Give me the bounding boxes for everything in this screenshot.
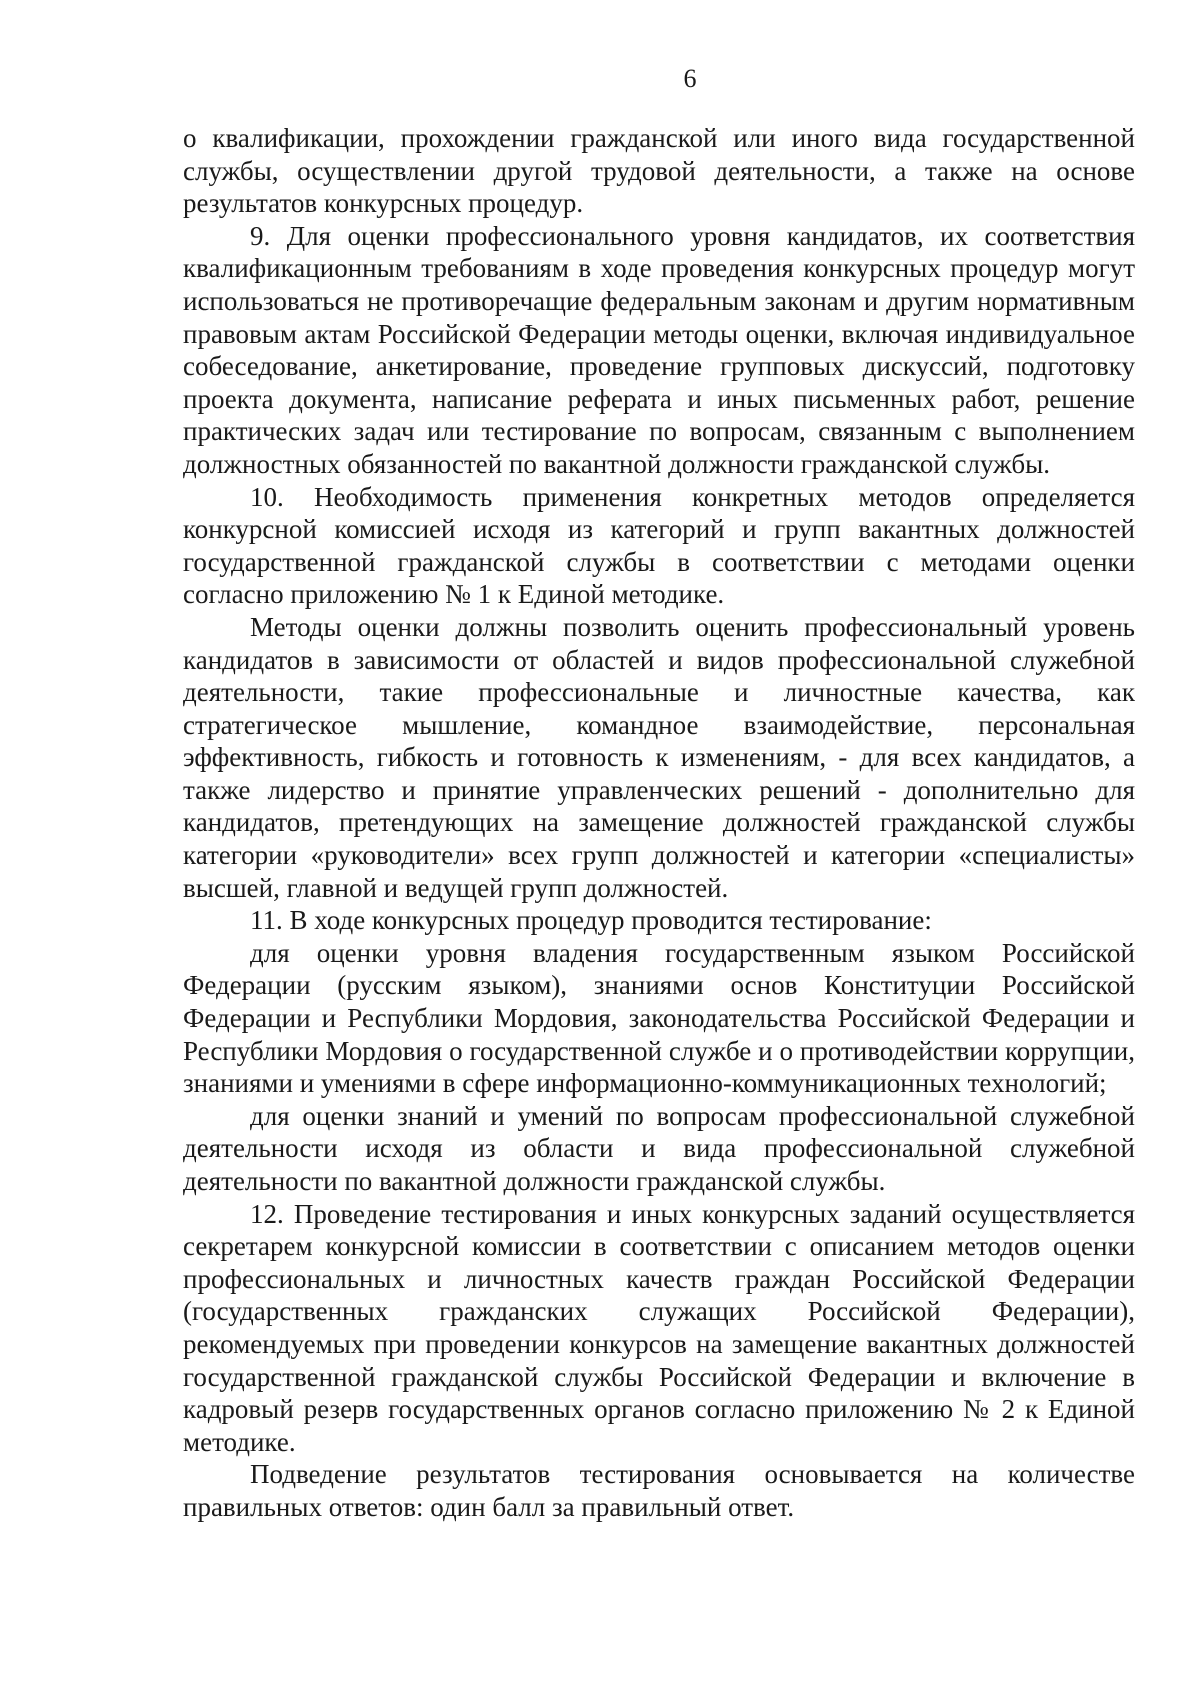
paragraph-item-11: 11. В ходе конкурсных процедур проводится тестирование:: [250, 905, 932, 936]
paragraph-testing-professional: для оценки знаний и умений по вопросам профессиональной служебной деятельности исходя из области и вида профессиональной служебной деятельности по вакантной должности гражданской службы.: [183, 1100, 1135, 1196]
paragraph-continuation: о квалификации, прохождении гражданской или иного вида государственной службы, осуществлении другой трудовой деятельности, а также на основе результатов конкурсных процедур.: [183, 123, 1135, 219]
paragraph-item-12: 12. Проведение тестирования и иных конкурсных заданий осуществляется секретарем конкурсной комиссии в соответствии с описанием методов оценки профессиональных и личностных качеств граждан Российской Федерации (государственных гражданских служащих Российской Федерации), рекомендуемых при проведении конкурсов на замещение вакантных должностей государственной гражданской службы Российской Федерации и включение в кадровый резерв государственных органов согласно приложению № 2 к Единой методике.: [183, 1198, 1135, 1457]
paragraph-item-9: 9. Для оценки профессионального уровня кандидатов, их соответствия квалификационным требованиям в ходе проведения конкурсных процедур могут использоваться не противоречащие федеральным законам и другим нормативным правовым актам Российской Федерации методы оценки, включая индивидуальное собеседование, анкетирование, проведение групповых дискуссий, подготовку проекта документа, написание реферата и иных письменных работ, решение практических задач или тестирование по вопросам, связанным с выполнением должностных обязанностей по вакантной должности гражданской службы.: [183, 220, 1135, 479]
document-body: [183, 122, 1135, 1524]
paragraph-item-10: 10. Необходимость применения конкретных методов определяется конкурсной комиссией исходя из категорий и групп вакантных должностей государственной гражданской службы в соответствии с методами оценки согласно приложению № 1 к Единой методике.: [183, 481, 1135, 610]
paragraph-assessment-methods: Методы оценки должны позволить оценить профессиональный уровень кандидатов в зависимости от областей и видов профессиональной служебной деятельности, такие профессиональные и личностные качества, как стратегическое мышление, командное взаимодействие, персональная эффективность, гибкость и готовность к изменениям, - для всех кандидатов, а также лидерство и принятие управленческих решений - дополнительно для кандидатов, претендующих на замещение должностей гражданской службы категории «руководители» всех групп должностей и категории «специалисты» высшей, главной и ведущей групп должностей.: [183, 611, 1135, 903]
paragraph-testing-language: для оценки уровня владения государственным языком Российской Федерации (русским языком), знаниями основ Конституции Российской Федерации и Республики Мордовия, законодательства Российской Федерации и Республики Мордовия о государственной службе и о противодействии коррупции, знаниями и умениями в сфере информационно-коммуникационных технологий;: [183, 937, 1135, 1099]
page-number: 6: [683, 64, 697, 93]
paragraph-test-results: Подведение результатов тестирования основывается на количестве правильных ответов: один балл за правильный ответ.: [183, 1459, 1135, 1522]
